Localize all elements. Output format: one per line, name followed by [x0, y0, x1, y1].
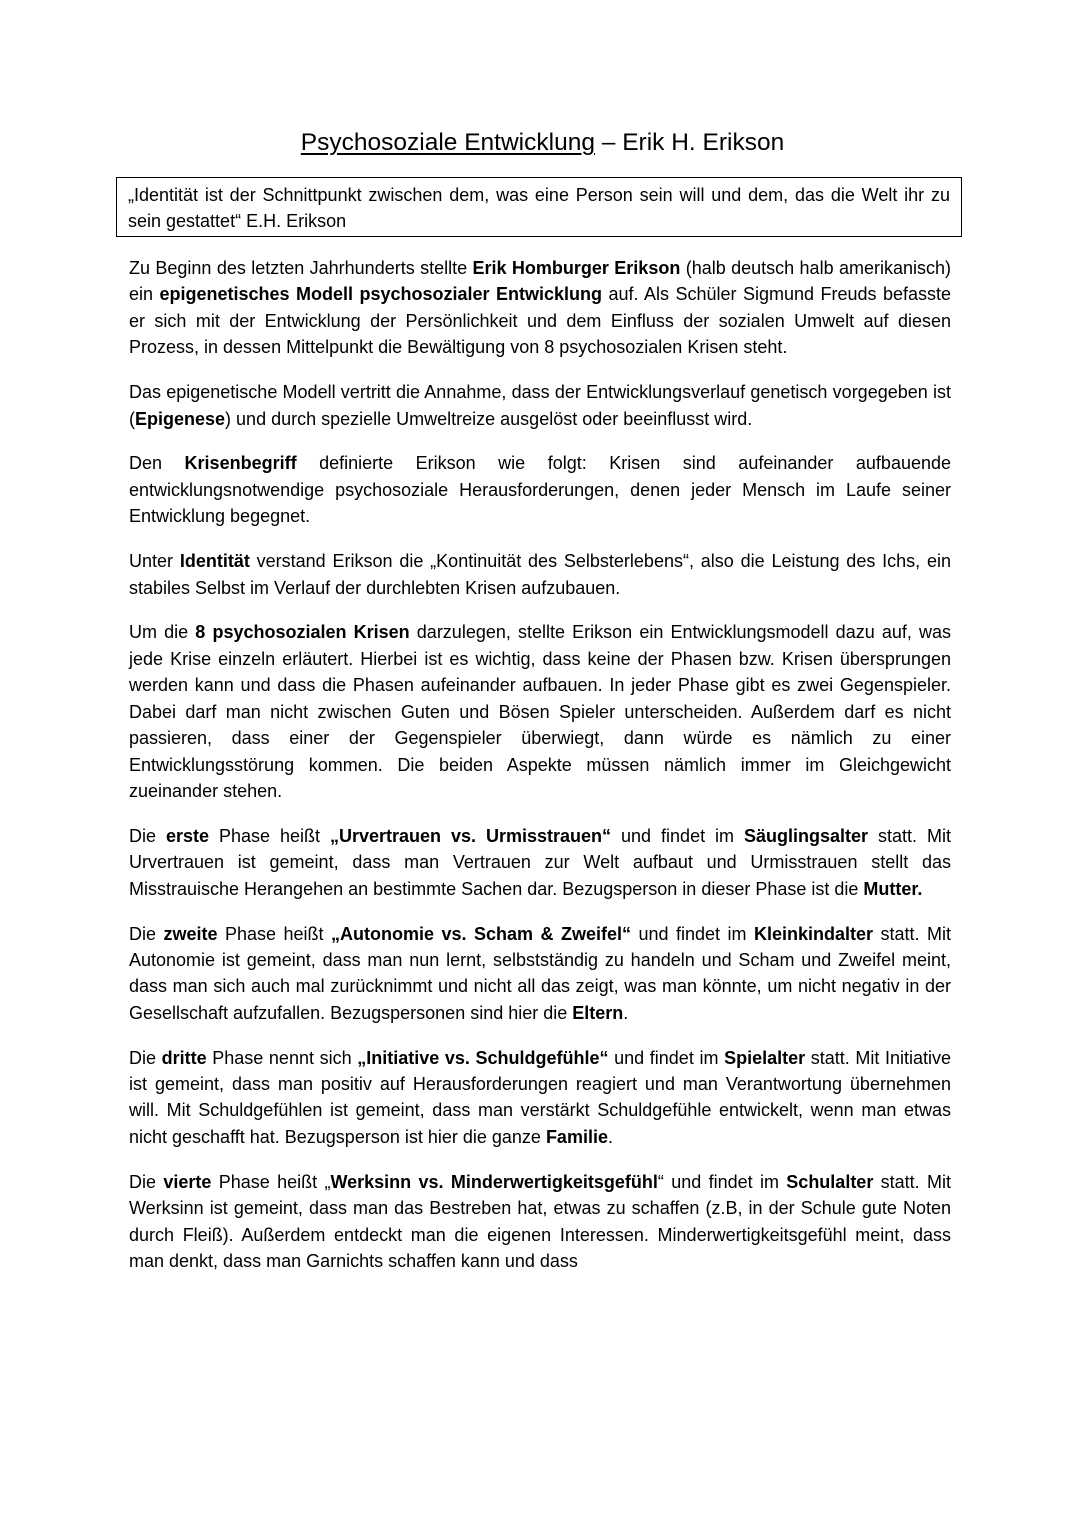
paragraph-9: [129, 1169, 951, 1275]
bold-term: Schulalter: [786, 1171, 874, 1192]
page-title: [0, 126, 1080, 160]
text-run: statt. Mit Werksinn ist gemeint, dass man das Bestreben hat, etwas zu schaffen (z.B, in der Schule gute Noten durch Fleiß). Außerdem entdeckt man die eigenen Interessen. Minderwertigkeitsgefühl meint, dass man denkt, dass man Garnichts schaffen kann und dass: [129, 1171, 952, 1271]
bold-term: vierte: [163, 1171, 212, 1192]
text-run: Phase heißt: [217, 923, 332, 944]
text-run: (halb deutsch halb amerikanisch) ein: [129, 258, 951, 305]
bold-term: 8 psychosozialen Krisen: [195, 622, 410, 643]
text-run: definierte Erikson wie folgt: Krisen sind aufeinander aufbauende entwicklungsnotwendige psychosoziale Herausforderungen, denen jeder Mensch im Laufe seiner Entwicklung begegnet.: [129, 453, 952, 527]
text-run: Das epigenetische Modell vertritt die Annahme, dass der Entwicklungsverlauf genetisch vorgegeben ist (: [129, 382, 951, 429]
bold-term: Spielalter: [724, 1047, 806, 1068]
text-run: Die: [129, 1047, 162, 1068]
text-run: und findet im: [608, 1047, 725, 1068]
paragraph-3: [129, 450, 951, 529]
text-run: und findet im: [611, 825, 745, 846]
bold-term: Krisenbegriff: [184, 453, 297, 474]
paragraph-4: [129, 548, 951, 601]
quote-box: [116, 177, 962, 237]
bold-term: „Urvertrauen vs. Urmisstrauen“: [330, 825, 612, 846]
text-run: verstand Erikson die „Kontinuität des Selbsterlebens“, also die Leistung des Ichs, ein stabiles Selbst im Verlauf der durchlebten Krisen aufzubauen.: [129, 551, 951, 598]
paragraph-8: [129, 1045, 951, 1151]
text-run: Die: [129, 1171, 164, 1192]
paragraph-6: [129, 823, 951, 902]
bold-term: Werksinn vs. Minderwertigkeitsgefühl: [330, 1171, 658, 1192]
text-run: Phase heißt „: [211, 1171, 331, 1192]
text-run: statt. Mit Urvertrauen ist gemeint, dass man Vertrauen zur Welt aufbaut und Urmisstrauen stellt das Misstrauische Herangehen an bestimmte Sachen dar. Bezugsperson in dieser Phase ist die: [129, 825, 952, 899]
paragraph-5: [129, 619, 951, 804]
text-run: Zu Beginn des letzten Jahrhunderts stellte: [129, 258, 473, 278]
quote-text: „Identität ist der Schnittpunkt zwischen dem, was eine Person sein will und dem, das die Welt ihr zu sein gestattet“ E.H. Erikson: [128, 185, 950, 231]
paragraph-1: [129, 255, 951, 361]
bold-term: „Autonomie vs. Scham & Zweifel“: [331, 923, 632, 944]
text-run: Um die: [129, 622, 196, 643]
body-text: [129, 255, 951, 1293]
text-run: Die: [129, 825, 166, 846]
text-run: Phase nennt sich: [206, 1047, 358, 1068]
text-run: Phase heißt: [209, 825, 330, 846]
bold-term: epigenetisches Modell psychosozialer Entwicklung: [159, 284, 603, 305]
bold-term: zweite: [163, 923, 218, 944]
bold-term: Epigenese: [135, 408, 226, 429]
text-run: .: [623, 1002, 629, 1023]
bold-term: Erik Homburger Erikson: [472, 258, 681, 278]
bold-term: Identität: [179, 551, 250, 572]
text-run: “ und findet im: [657, 1171, 787, 1192]
text-run: darzulegen, stellte Erikson ein Entwicklungsmodell dazu auf, was jede Krise einzeln erläutert. Hierbei ist es wichtig, dass keine der Phasen bzw. Krisen übersprungen werden kann und dass die Phasen aufeinander aufbauen. In jeder Phase gibt es zwei Gegenspieler. Dabei darf man nicht zwischen Guten und Bösen Spieler unterscheiden. Außerdem darf es nicht passieren, dass einer der Gegenspieler überwiegt, dann würde es nämlich zu einer Entwicklungsstörung kommen. Die beiden Aspekte müssen nämlich immer im Gleichgewicht zueinander stehen.: [129, 622, 952, 801]
text-run: auf. Als Schüler Sigmund Freuds befasste er sich mit der Entwicklung der Persönlichkeit und dem Einfluss der sozialen Umwelt auf diesen Prozess, in dessen Mittelpunkt die Bewältigung von 8 psychosozialen Krisen steht.: [129, 284, 951, 358]
bold-term: „Initiative vs. Schuldgefühle“: [357, 1047, 609, 1068]
title-rest: – Erik H. Erikson: [594, 129, 785, 156]
bold-term: erste: [165, 825, 210, 846]
bold-term: Säuglingsalter: [744, 825, 869, 846]
text-run: Unter: [129, 551, 180, 572]
paragraph-7: [129, 921, 951, 1027]
text-run: .: [607, 1126, 613, 1147]
bold-term: dritte: [161, 1047, 207, 1068]
text-run: statt. Mit Initiative ist gemeint, dass man positiv auf Herausforderungen reagiert und man Verantwortung übernehmen will. Mit Schuldgefühlen ist gemeint, dass man verstärkt Schuldgefühle entwickelt, wenn man etwas nicht geschafft hat. Bezugsperson ist hier die ganze: [129, 1047, 952, 1147]
text-run: ) und durch spezielle Umweltreize ausgelöst oder beeinflusst wird.: [225, 408, 753, 429]
bold-term: Kleinkindalter: [754, 923, 874, 944]
bold-term: Eltern: [572, 1002, 624, 1023]
bold-term: Mutter.: [863, 878, 923, 899]
bold-term: Familie: [545, 1126, 608, 1147]
text-run: Den: [129, 453, 185, 474]
title-underlined: Psychosoziale Entwicklung: [300, 129, 595, 156]
text-run: Die: [129, 923, 164, 944]
text-run: und findet im: [631, 923, 754, 944]
text-run: statt. Mit Autonomie ist gemeint, dass man nun lernt, selbstständig zu handeln und Scham und Zweifel meint, dass man sich auch mal zurücknimmt und nicht all das zeigt, was man könnte, um nicht negativ in der Gesellschaft aufzufallen. Bezugspersonen sind hier die: [129, 923, 952, 1023]
paragraph-2: [129, 379, 951, 432]
